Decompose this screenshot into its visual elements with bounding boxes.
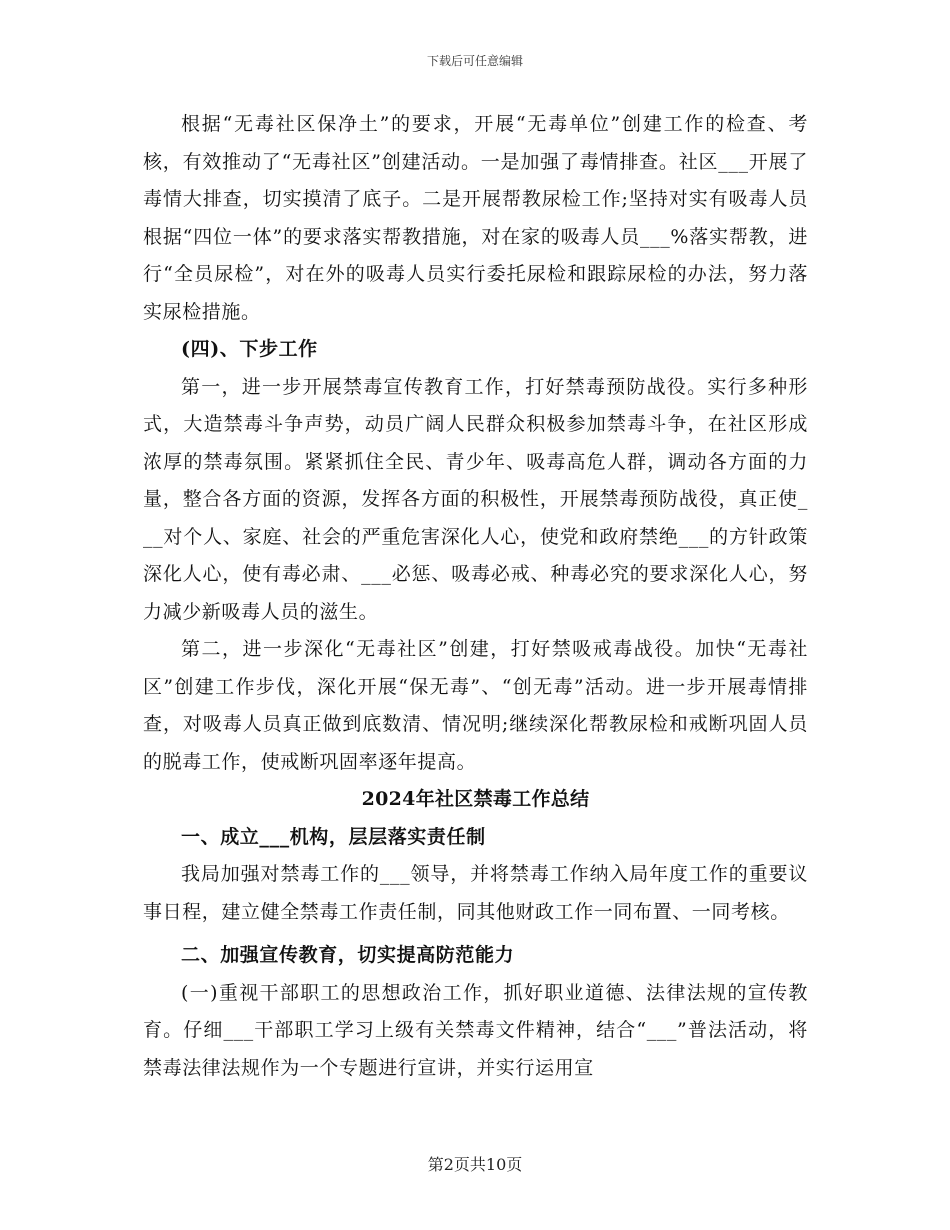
section-heading: 一、成立___机构，层层落实责任制 — [181, 825, 486, 848]
section-heading: (四)、下步工作 — [181, 338, 318, 360]
document-body — [143, 106, 808, 1087]
page-header: 下载后可任意编辑 — [426, 54, 523, 68]
body-paragraph: 第一，进一步开展禁毒宣传教育工作，打好禁毒预防战役。实行多种形式，大造禁毒斗争声势，动员广阔人民群众积极参加禁毒斗争，在社区形成浓厚的禁毒氛围。紧紧抓住全民、青少年、吸毒高危人群，调动各方面的力量，整合各方面的资源，发挥各方面的积极性，开展禁毒预防战役，真正使___对个人、家庭、社会的严重危害深化人心，使党和政府禁绝___的方针政策深化人心，使有毒必肃、___必惩、吸毒必戒、种毒必究的要求深化人心，努力减少新吸毒人员的滋生。 — [143, 375, 808, 623]
body-paragraph: 第二，进一步深化“无毒社区”创建，打好禁吸戒毒战役。加快“无毒社区”创建工作步伐，深化开展“保无毒”、“创无毒”活动。进一步开展毒情排查，对吸毒人员真正做到底数清、情况明;继续深化帮教尿检和戒断巩固人员的脱毒工作，使戒断巩固率逐年提高。 — [143, 638, 808, 773]
section-heading: 二、加强宣传教育，切实提高防范能力 — [181, 944, 515, 966]
body-paragraph: 根据“无毒社区保净土”的要求，开展“无毒单位”创建工作的检查、考核，有效推动了“无毒社区”创建活动。一是加强了毒情排查。社区___开展了毒情大排查，切实摸清了底子。二是开展帮教尿检工作;坚持对实有吸毒人员根据“四位一体”的要求落实帮教措施，对在家的吸毒人员___%落实帮教，进行“全员尿检”，对在外的吸毒人员实行委托尿检和跟踪尿检的办法，努力落实尿检措施。 — [143, 113, 808, 323]
body-paragraph: (一)重视干部职工的思想政治工作，抓好职业道德、法律法规的宣传教育。仔细___干部职工学习上级有关禁毒文件精神，结合“___”普法活动，将禁毒法律法规作为一个专题进行宣讲，并实行运用宣 — [143, 981, 808, 1079]
document-title: 2024年社区禁毒工作总结 — [361, 788, 590, 810]
page-footer: 第2页共10页 — [427, 1155, 523, 1174]
body-paragraph: 我局加强对禁毒工作的___领导，并将禁毒工作纳入局年度工作的重要议事日程，建立健全禁毒工作责任制，同其他财政工作一同布置、一同考核。 — [143, 863, 808, 923]
